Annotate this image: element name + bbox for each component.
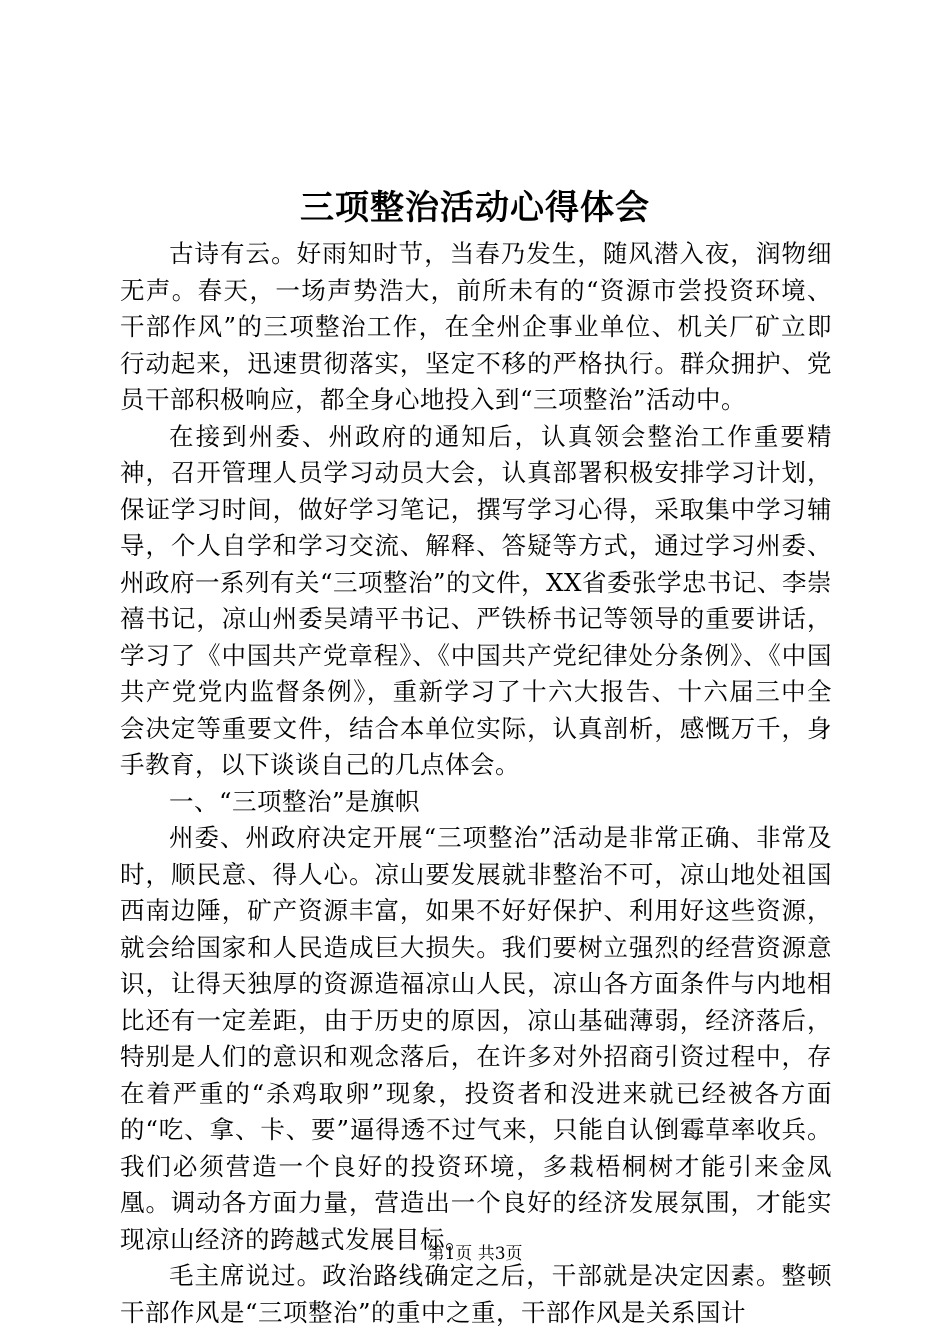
section-heading-1: 一、“三项整治”是旗帜 <box>169 786 421 816</box>
document-body <box>120 236 832 1331</box>
document-title: 三项整治活动心得体会 <box>300 188 650 228</box>
paragraph-study: 在接到州委、州政府的通知后，认真领会整治工作重要精神，召开管理人员学习动员大会，认真部署积极安排学习计划，保证学习时间，做好学习笔记，撰写学习心得，采取集中学习辅导，个人自学和学习交流、解释、答疑等方式，通过学习州委、州政府一系列有关“三项整治”的文件，XX省委张学忠书记、李崇禧书记，凉山州委吴靖平书记、严铁桥书记等领导的重要讲话，学习了《中国共产党章程》、《中国共产党纪律处分条例》、《中国共产党党内监督条例》，重新学习了十六大报告、十六届三中全会决定等重要文件，结合本单位实际，认真剖析，感慨万千，身手教育，以下谈谈自己的几点体会。 <box>120 421 832 779</box>
paragraph-section-1: 州委、州政府决定开展“三项整治”活动是非常正确、非常及时，顺民意、得人心。凉山要发展就非整治不可，凉山地处祖国西南边陲，矿产资源丰富，如果不好好保护、利用好这些资源，就会给国家和人民造成巨大损失。我们要树立强烈的经营资源意识，让得天独厚的资源造福凉山人民，凉山各方面条件与内地相比还有一定差距，由于历史的原因，凉山基础薄弱，经济落后，特别是人们的意识和观念落后，在许多对外招商引资过程中，存在着严重的“杀鸡取卵”现象，投资者和没进来就已经被各方面的“吃、拿、卡、要”逼得透不过气来，只能自认倒霉草率收兵。我们必须营造一个良好的投资环境，多栽梧桐树才能引来金凤凰。调动各方面力量，营造出一个良好的经济发展氛围，才能实现凉山经济的跨越式发展目标。 <box>120 823 832 1254</box>
page-number-footer: 第1页 共3页 <box>427 1244 523 1264</box>
paragraph-intro: 古诗有云。好雨知时节，当春乃发生，随风潜入夜，润物细无声。春天，一场声势浩大，前所未有的“资源市尝投资环境、干部作风”的三项整治工作，在全州企事业单位、机关厂矿立即行动起来，迅速贯彻落实，坚定不移的严格执行。群众拥护、党员干部积极响应，都全身心地投入到“三项整治”活动中。 <box>120 239 832 414</box>
paragraph-cadre-style: 毛主席说过。政治路线确定之后，干部就是决定因素。整顿干部作风是“三项整治”的重中之重，干部作风是关系国计 <box>120 1261 832 1327</box>
